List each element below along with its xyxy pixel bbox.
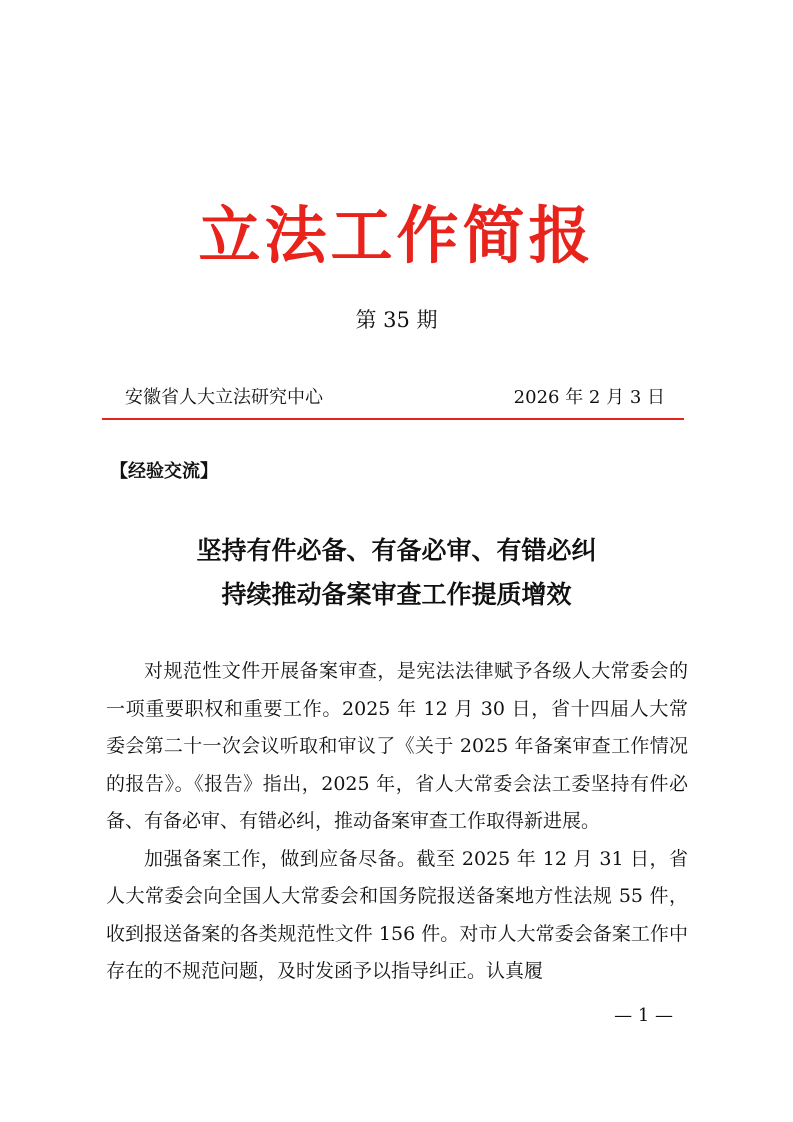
body-paragraph: 加强备案工作，做到应备尽备。截至 2025 年 12 月 31 日，省人大常委会向全国人大常委会和国务院报送备案地方性法规 55 件，收到报送备案的各类规范性文件 156 件。对市人大常委会备案工作中存在的不规范问题，及时发函予以指导纠正。认真履 [106, 847, 688, 982]
masthead-title: 立法工作简报 [198, 199, 595, 272]
header-divider [102, 418, 684, 420]
article-body [106, 653, 688, 991]
article-title-line-2: 持续推动备案审查工作提质增效 [221, 580, 572, 609]
page-number: — 1 — [614, 1005, 673, 1026]
column-label: 【经验交流】 [110, 461, 218, 482]
issue-number: 第 35 期 [355, 308, 438, 332]
body-paragraph: 对规范性文件开展备案审查，是宪法法律赋予各级人大常委会的一项重要职权和重要工作。2025 年 12 月 30 日，省十四届人大常委会第二十一次会议听取和审议了《关于 2025 年备案审查工作情况的报告》。《报告》指出，2025 年，省人大常委会法工委坚持有件必备、有备必审、有错必纠，推动备案审查工作取得新进展。 [106, 660, 688, 832]
article-title-line-1: 坚持有件必备、有备必审、有错必纠 [196, 536, 597, 565]
publication-date: 2026 年 2 月 3 日 [513, 387, 665, 408]
publisher-organization: 安徽省人大立法研究中心 [125, 387, 323, 408]
